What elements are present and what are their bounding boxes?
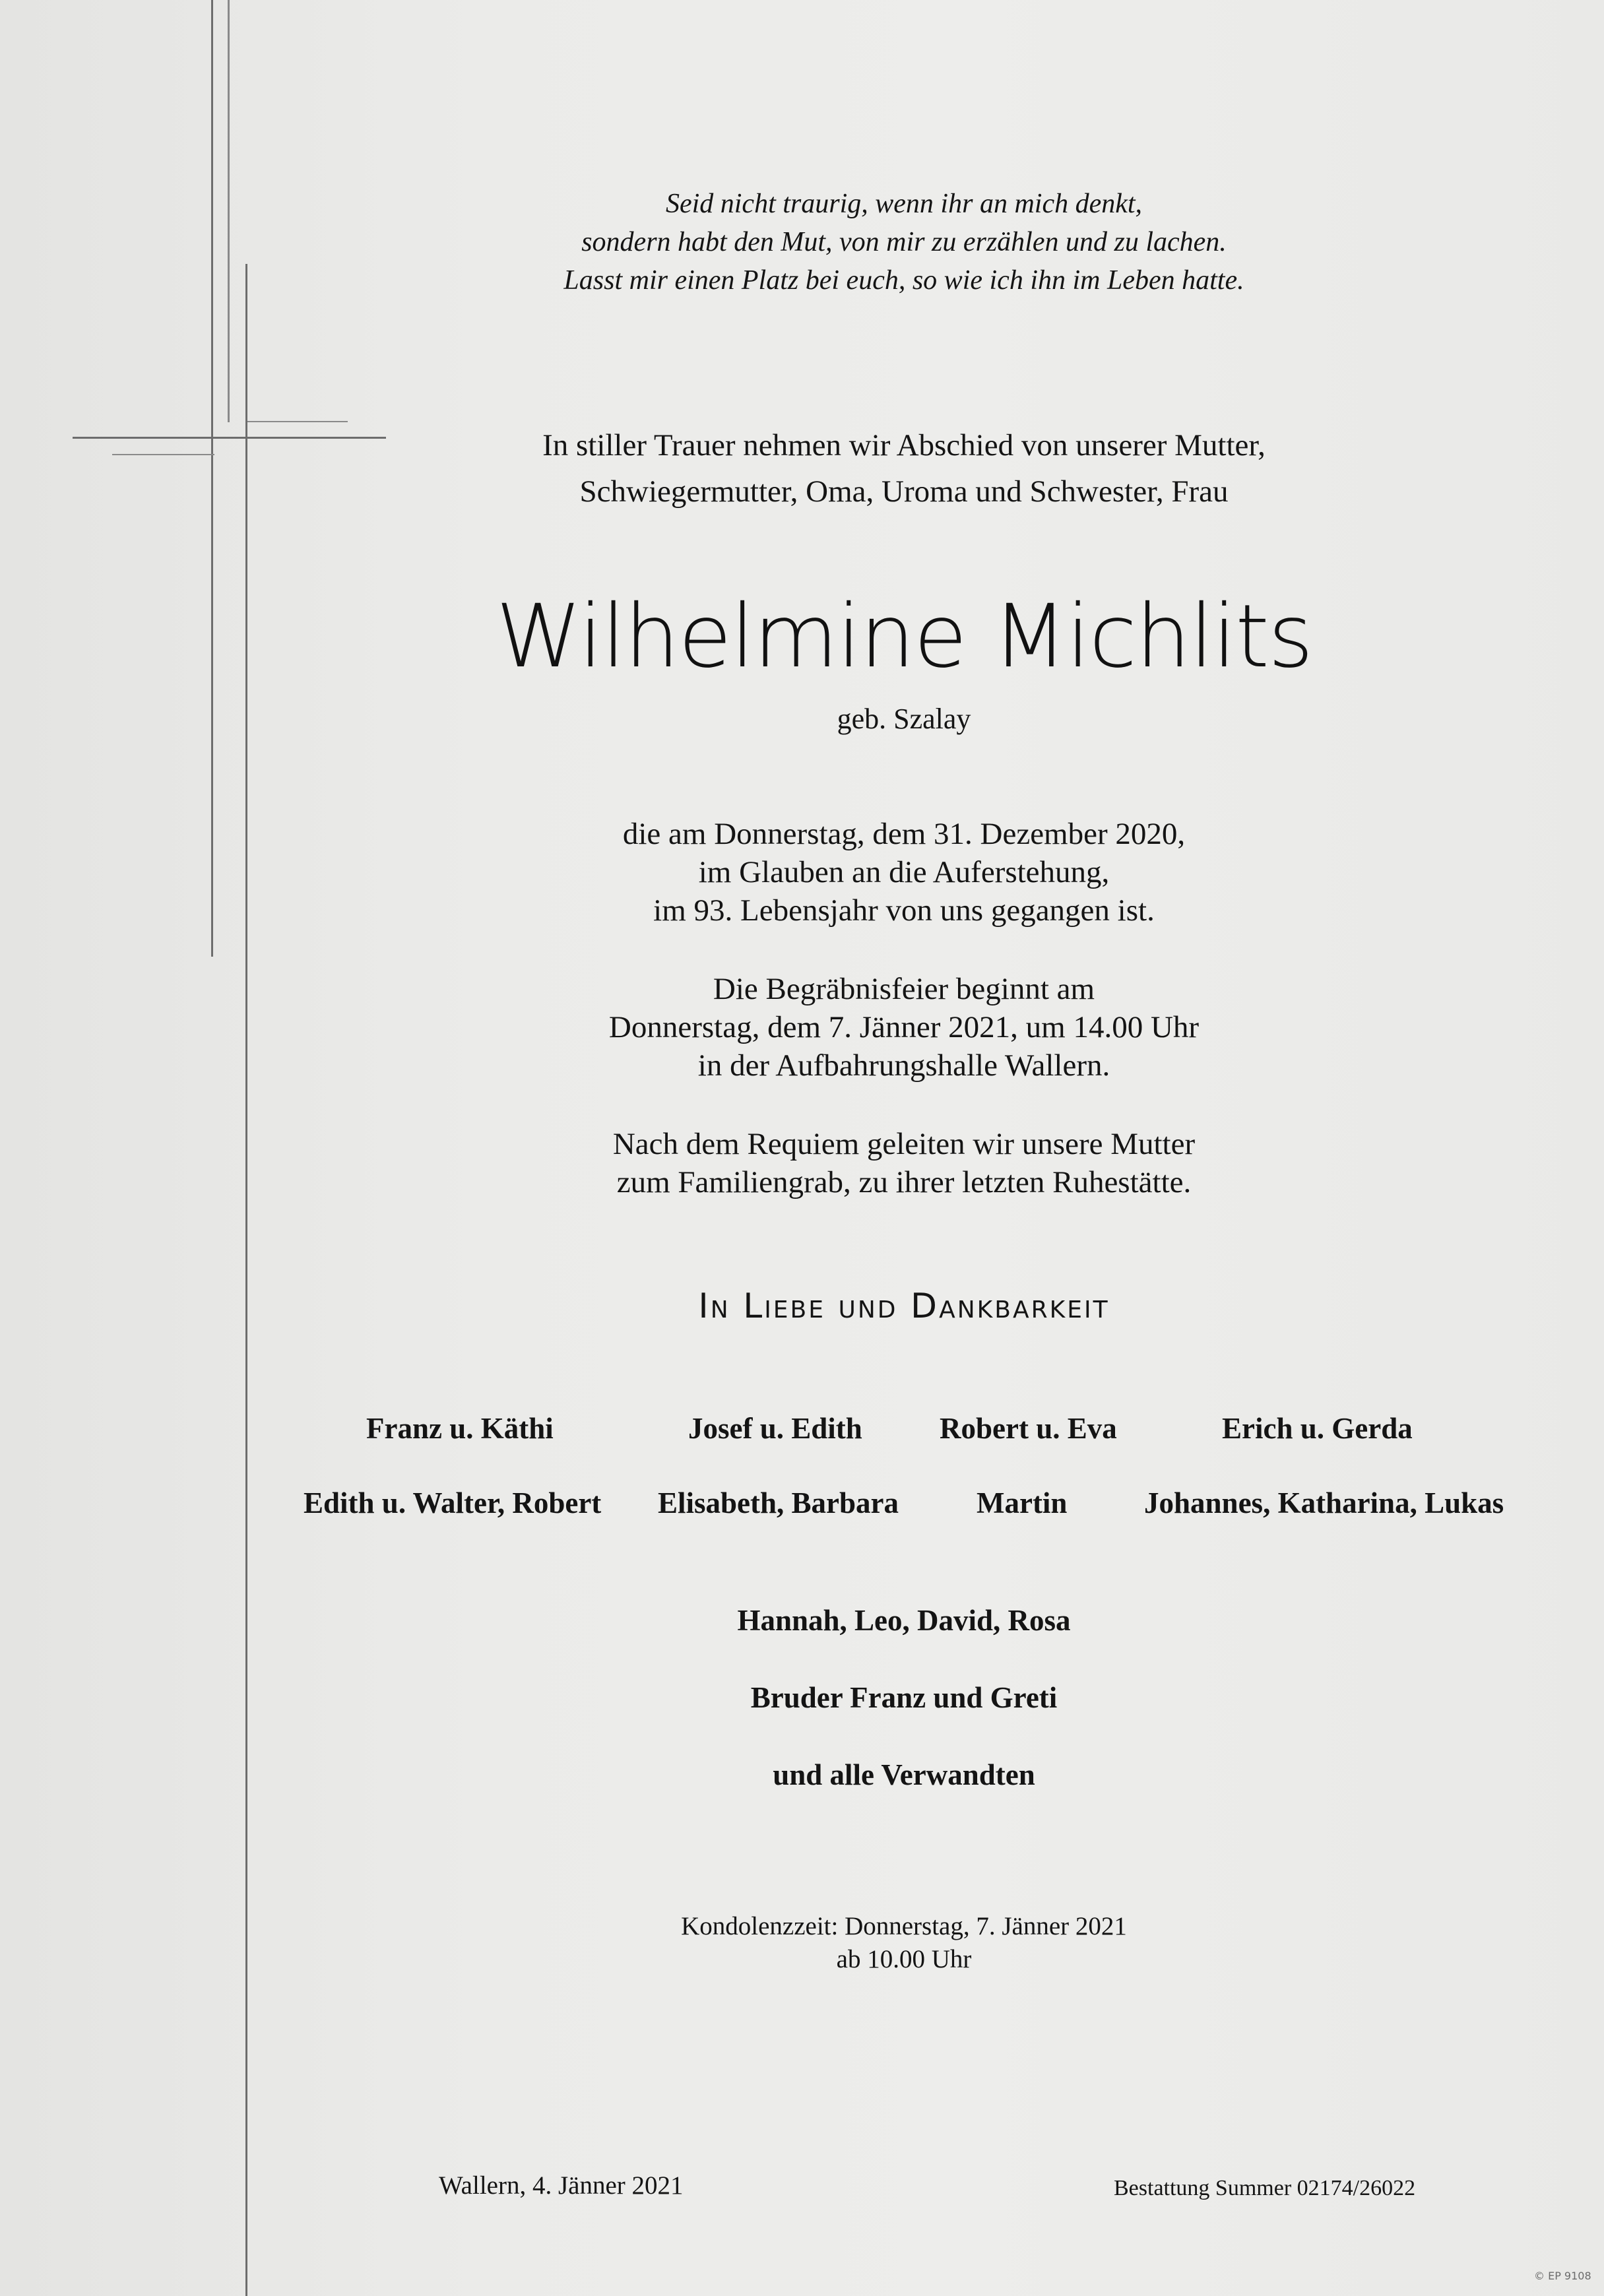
motto-line: sondern habt den Mut, von mir zu erzählen und zu lachen. <box>581 227 1227 257</box>
mourner-family: Robert u. Eva <box>940 1412 1117 1445</box>
death-notice-line: die am Donnerstag, dem 31. Dezember 2020, <box>622 817 1186 851</box>
intro-text <box>251 422 1557 515</box>
mourner-family: Johannes, Katharina, Lukas <box>1144 1486 1504 1519</box>
place-date: Wallern, 4. Jänner 2021 <box>439 2171 684 2200</box>
burial-info <box>251 1125 1557 1201</box>
motto-line: Lasst mir einen Platz bei euch, so wie ich ihn im Leben hatte. <box>563 265 1244 296</box>
intro-line: Schwiegermutter, Oma, Uroma und Schwester, Frau <box>579 474 1229 509</box>
funeral-line: in der Aufbahrungshalle Wallern. <box>697 1048 1110 1083</box>
deceased-name: Wilhelmine Michlits <box>496 586 1312 687</box>
sibling: Bruder Franz und Greti <box>750 1681 1058 1714</box>
funeral-info <box>251 970 1557 1085</box>
funeral-line: Donnerstag, dem 7. Jänner 2021, um 14.00 Uhr <box>608 1010 1200 1044</box>
burial-line: zum Familiengrab, zu ihrer letzten Ruhestätte. <box>616 1165 1192 1199</box>
mourner-family: Martin <box>977 1486 1068 1519</box>
undertaker-contact: Bestattung Summer 02174/26022 <box>1114 2176 1416 2200</box>
condolence-line: Kondolenzzeit: Donnerstag, 7. Jänner 2021 <box>681 1912 1127 1940</box>
condolence-info <box>251 1910 1557 1976</box>
death-notice-line: im 93. Lebensjahr von uns gegangen ist. <box>653 893 1155 928</box>
mourner-family: Edith u. Walter, Robert <box>304 1486 602 1519</box>
intro-line: In stiller Trauer nehmen wir Abschied von unserer Mutter, <box>542 428 1266 462</box>
burial-line: Nach dem Requiem geleiten wir unsere Mutter <box>612 1127 1196 1161</box>
mourner-family: Josef u. Edith <box>688 1412 862 1445</box>
great-grandchildren: Hannah, Leo, David, Rosa <box>737 1604 1071 1637</box>
mourner-family: Erich u. Gerda <box>1222 1412 1413 1445</box>
condolence-line: ab 10.00 Uhr <box>836 1945 972 1973</box>
mourner-family: Elisabeth, Barbara <box>658 1486 899 1519</box>
mourners-heading: In Liebe und Dankbarkeit <box>698 1287 1110 1326</box>
motto-quote <box>251 185 1557 300</box>
maiden-name: geb. Szalay <box>837 703 971 735</box>
relatives: und alle Verwandten <box>773 1758 1035 1791</box>
mourner-family: Franz u. Käthi <box>366 1412 554 1445</box>
print-code: © EP 9108 <box>1534 2270 1591 2282</box>
funeral-line: Die Begräbnisfeier beginnt am <box>713 972 1095 1006</box>
death-notice-line: im Glauben an die Auferstehung, <box>698 855 1110 889</box>
death-notice <box>251 815 1557 930</box>
motto-line: Seid nicht traurig, wenn ihr an mich denkt, <box>665 189 1143 219</box>
